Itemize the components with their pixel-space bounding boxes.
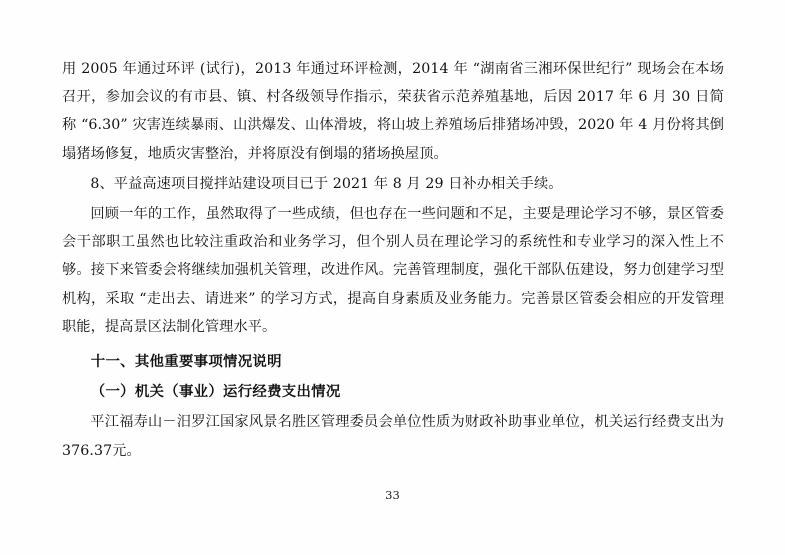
document-body: [62, 55, 724, 467]
paragraph-1: 用 2005 年通过环评 (试行)，2013 年通过环评检测，2014 年 “湖南省三湘环保世纪行” 现场会在本场召开，参加会议的有市县、镇、村各级领导作指示，荣获省示范养殖基地，后因 2017 年 6 月 30 日简称 “6.30” 灾害连续暴雨、山洪爆发、山体滑坡，将山坡上养殖场后排猪场冲毁，2020 年 4 月份将其倒塌猪场修复，地质灾害整治，并将原没有倒塌的猪场换屋顶。: [62, 61, 724, 162]
paragraph-2: 8、平益高速项目搅拌站建设项目已于 2021 年 8 月 29 日补办相关手续。: [90, 175, 563, 192]
paragraph-4: 平江福寿山－汨罗江国家风景名胜区管理委员会单位性质为财政补助事业单位，机关运行经费支出为376.37元。: [62, 414, 724, 459]
paragraph-3: 回顾一年的工作，虽然取得了一些成绩，但也存在一些问题和不足，主要是理论学习不够，景区管委会干部职工虽然也比较注重政治和业务学习，但个别人员在理论学习的系统性和专业学习的深入性上不够。接下来管委会将继续加强机关管理，改进作风。完善管理制度，强化干部队伍建设，努力创建学习型机构，采取 “走出去、请进来” 的学习方式，提高自身素质及业务能力。完善景区管委会相应的开发管理职能，提高景区法制化管理水平。: [62, 206, 724, 335]
page-number: 33: [385, 488, 400, 502]
section-heading-eleven: 十一、其他重要事项情况说明: [90, 353, 282, 371]
subsection-heading-one: （一）机关（事业）运行经费支出情况: [90, 383, 341, 401]
